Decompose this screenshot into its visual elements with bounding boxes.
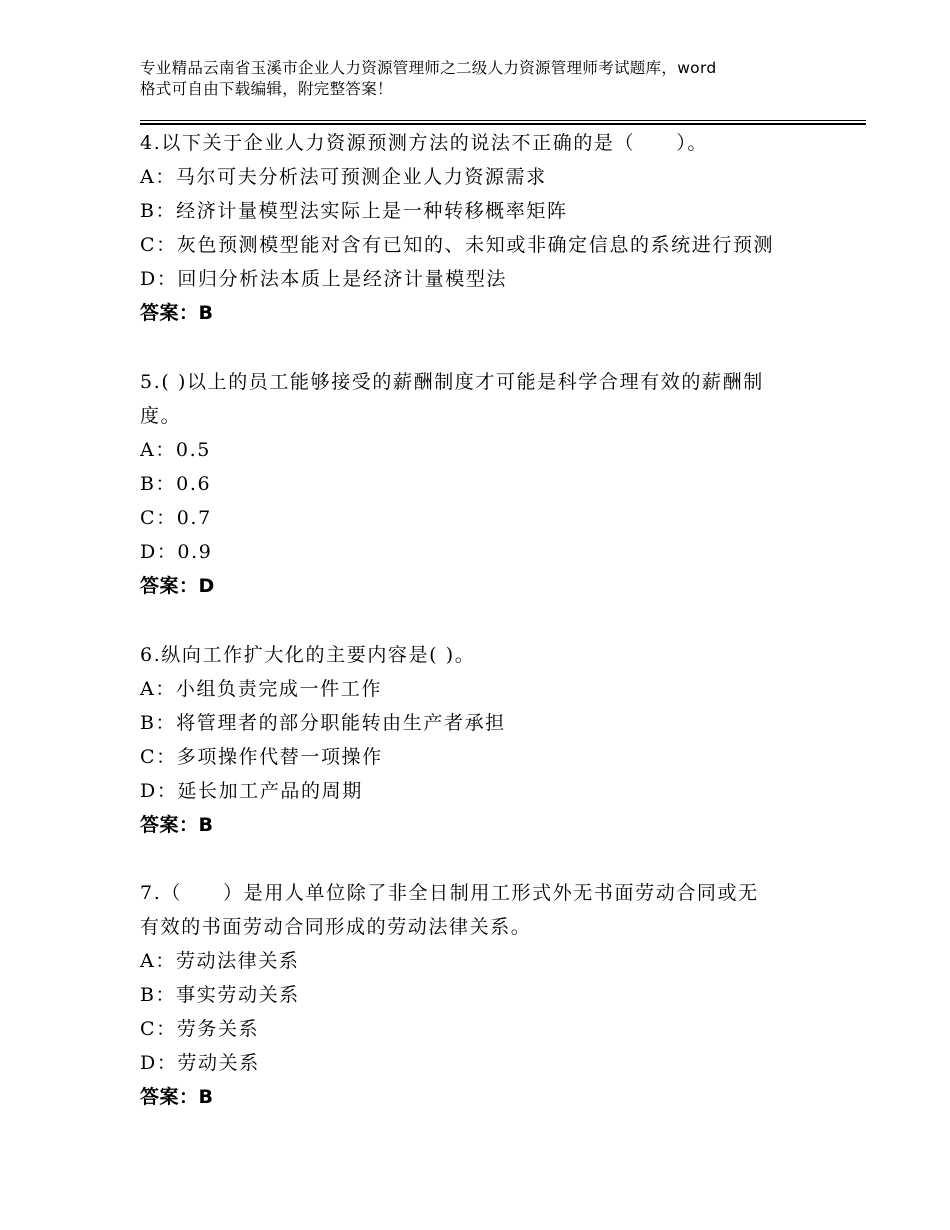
question-stem: 7.（ ）是用人单位除了非全日制用工形式外无书面劳动合同或无 — [140, 882, 759, 904]
question-stem: 6.纵向工作扩大化的主要内容是( )。 — [140, 644, 476, 666]
question-4 — [140, 126, 820, 330]
option-d: D：延长加工产品的周期 — [140, 780, 363, 802]
option-a: A：0.5 — [140, 439, 211, 461]
option-b: B：0.6 — [140, 473, 212, 495]
option-b: B：事实劳动关系 — [140, 984, 300, 1006]
answer: 答案：B — [140, 302, 214, 324]
header-line-1: 专业精品云南省玉溪市企业人力资源管理师之二级人力资源管理师考试题库，word — [140, 59, 717, 77]
option-a: A：劳动法律关系 — [140, 950, 300, 972]
option-d: D：回归分析法本质上是经济计量模型法 — [140, 268, 508, 290]
header-divider-thin — [140, 120, 866, 121]
option-b: B：经济计量模型法实际上是一种转移概率矩阵 — [140, 200, 568, 222]
question-5 — [140, 365, 820, 603]
option-c: C：0.7 — [140, 507, 212, 529]
option-a: A：小组负责完成一件工作 — [140, 678, 382, 700]
question-stem-continued: 有效的书面劳动合同形成的劳动法律关系。 — [140, 916, 532, 938]
question-stem: 4.以下关于企业人力资源预测方法的说法不正确的是（ ）。 — [140, 132, 709, 154]
answer: 答案：D — [140, 575, 215, 597]
question-stem: 5.( )以上的员工能够接受的薪酬制度才可能是科学合理有效的薪酬制 — [140, 371, 764, 393]
option-c: C：灰色预测模型能对含有已知的、未知或非确定信息的系统进行预测 — [140, 234, 775, 256]
document-header — [140, 58, 840, 100]
answer: 答案：B — [140, 814, 214, 836]
option-d: D：0.9 — [140, 541, 213, 563]
header-divider-thick — [140, 123, 866, 125]
option-c: C：多项操作代替一项操作 — [140, 746, 383, 768]
question-7 — [140, 876, 820, 1114]
option-d: D：劳动关系 — [140, 1052, 260, 1074]
question-6 — [140, 638, 820, 842]
option-c: C：劳务关系 — [140, 1018, 260, 1040]
question-stem-continued: 度。 — [140, 405, 182, 427]
option-b: B：将管理者的部分职能转由生产者承担 — [140, 712, 506, 734]
answer: 答案：B — [140, 1086, 214, 1108]
option-a: A：马尔可夫分析法可预测企业人力资源需求 — [140, 166, 547, 188]
header-line-2: 格式可自由下载编辑，附完整答案！ — [140, 80, 393, 98]
